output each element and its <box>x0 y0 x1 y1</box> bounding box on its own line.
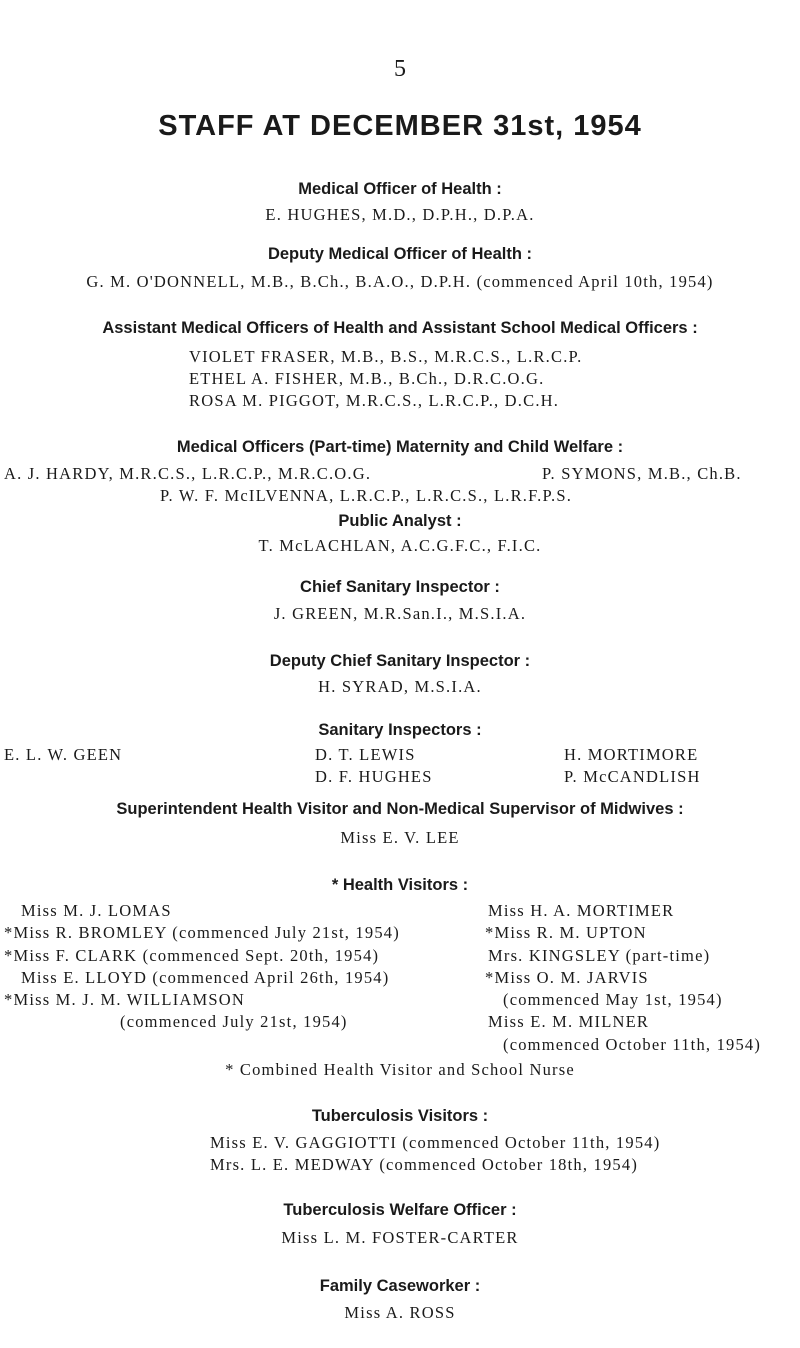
tb-welfare-heading: Tuberculosis Welfare Officer : <box>283 1201 517 1219</box>
health-visitor-name: *Miss R. BROMLEY (commenced July 21st, 1954) <box>4 923 400 943</box>
assistant-mo-list <box>189 347 582 413</box>
assistant-mo-name: VIOLET FRASER, M.B., B.S., M.R.C.S., L.R.C.P. <box>189 347 583 366</box>
moh-name: E. HUGHES, M.D., D.P.H., D.P.A. <box>265 205 535 224</box>
health-visitor-note: (commenced May 1st, 1954) <box>503 990 723 1010</box>
health-visitors-footnote: * Combined Health Visitor and School Nurse <box>225 1060 575 1079</box>
sanitary-inspectors-right <box>564 745 701 789</box>
caseworker-name: Miss A. ROSS <box>344 1303 456 1322</box>
page-number: 5 <box>394 56 406 82</box>
assistant-mo-name: ETHEL A. FISHER, M.B., B.Ch., D.R.C.O.G. <box>189 369 545 388</box>
health-visitors-left <box>4 901 434 1035</box>
public-analyst-heading: Public Analyst : <box>338 512 462 530</box>
deputy-moh-heading: Deputy Medical Officer of Health : <box>267 245 533 263</box>
sanitary-inspector-name: D. F. HUGHES <box>315 767 433 786</box>
superintendent-hv-heading: Superintendent Health Visitor and Non-Medical Supervisor of Midwives : <box>116 800 684 818</box>
tb-welfare-name: Miss L. M. FOSTER-CARTER <box>281 1228 519 1247</box>
deputy-moh-name: G. M. O'DONNELL, M.B., B.Ch., B.A.O., D.P.H. (commenced April 10th, 1954) <box>86 272 714 291</box>
sanitary-inspector-name: D. T. LEWIS <box>315 745 416 764</box>
deputy-chief-si-heading: Deputy Chief Sanitary Inspector : <box>269 652 531 670</box>
tb-visitors-heading: Tuberculosis Visitors : <box>311 1107 489 1125</box>
part-time-mo-name-1: A. J. HARDY, M.R.C.S., L.R.C.P., M.R.C.O.G. <box>4 464 372 483</box>
part-time-mo-heading: Medical Officers (Part-time) Maternity and Child Welfare : <box>176 438 624 456</box>
health-visitor-name: *Miss M. J. M. WILLIAMSON <box>4 990 246 1010</box>
health-visitor-name: *Miss F. CLARK (commenced Sept. 20th, 1954) <box>4 945 380 965</box>
tb-visitors-list <box>210 1133 660 1177</box>
health-visitors-heading: * Health Visitors : <box>331 876 469 894</box>
part-time-mo-name-2: P. SYMONS, M.B., Ch.B. <box>542 464 742 483</box>
public-analyst-name: T. McLACHLAN, A.C.G.F.C., F.I.C. <box>258 536 542 555</box>
chief-si-heading: Chief Sanitary Inspector : <box>300 578 500 596</box>
moh-heading: Medical Officer of Health : <box>298 180 502 198</box>
page-title: STAFF AT DECEMBER 31st, 1954 <box>158 110 642 142</box>
sanitary-inspector-left: E. L. W. GEEN <box>4 745 123 764</box>
health-visitor-name: Miss E. LLOYD (commenced April 26th, 1954) <box>21 967 390 987</box>
assistant-mo-name: ROSA M. PIGGOT, M.R.C.S., L.R.C.P., D.C.H. <box>189 391 560 410</box>
deputy-chief-si-name: H. SYRAD, M.S.I.A. <box>318 677 482 696</box>
health-visitor-note: (commenced July 21st, 1954) <box>120 1012 348 1032</box>
health-visitor-name: Miss E. M. MILNER <box>488 1012 650 1032</box>
tb-visitor-name: Miss E. V. GAGGIOTTI (commenced October 11th, 1954) <box>210 1133 661 1152</box>
chief-si-name: J. GREEN, M.R.San.I., M.S.I.A. <box>273 604 527 623</box>
sanitary-inspector-name: P. McCANDLISH <box>564 767 701 786</box>
health-visitor-note: (commenced October 11th, 1954) <box>503 1034 762 1054</box>
superintendent-hv-name: Miss E. V. LEE <box>340 828 460 847</box>
tb-visitor-name: Mrs. L. E. MEDWAY (commenced October 18th, 1954) <box>210 1155 639 1174</box>
assistant-mo-heading: Assistant Medical Officers of Health and Assistant School Medical Officers : <box>102 319 698 337</box>
health-visitors-right <box>485 901 800 1057</box>
health-visitor-name: Miss M. J. LOMAS <box>21 901 172 920</box>
caseworker-heading: Family Caseworker : <box>319 1277 481 1295</box>
health-visitor-name: Miss H. A. MORTIMER <box>488 901 675 920</box>
part-time-mo-name-3: P. W. F. McILVENNA, L.R.C.P., L.R.C.S., L.R.F.P.S. <box>160 486 573 505</box>
sanitary-inspector-name: H. MORTIMORE <box>564 745 699 764</box>
health-visitor-name: *Miss R. M. UPTON <box>485 923 647 943</box>
sanitary-inspectors-middle <box>315 745 433 789</box>
sanitary-inspectors-heading: Sanitary Inspectors : <box>318 721 482 739</box>
health-visitor-name: *Miss O. M. JARVIS <box>485 967 649 987</box>
health-visitor-name: Mrs. KINGSLEY (part-time) <box>488 945 711 965</box>
